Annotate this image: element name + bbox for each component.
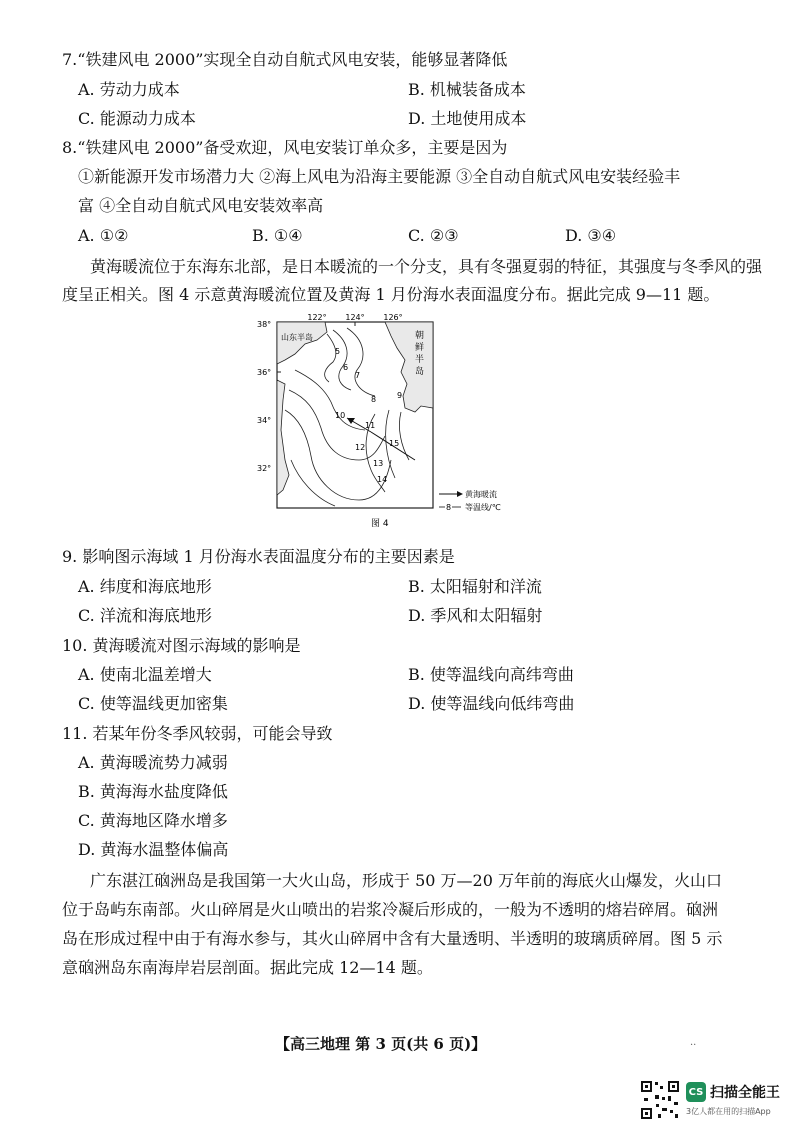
question-10-stem: 10. 黄海暖流对图示海域的影响是 xyxy=(62,636,301,655)
q8-option-a: A. ①② xyxy=(78,226,129,245)
q10-option-b: B. 使等温线向高纬弯曲 xyxy=(408,665,574,684)
q10-option-d: D. 使等温线向低纬弯曲 xyxy=(408,694,575,713)
lat-label-36: 36° xyxy=(257,368,272,377)
q11-option-c: C. 黄海地区降水增多 xyxy=(78,811,228,830)
passage2-line4: 意硇洲岛东南海岸岩层剖面。据此完成 12—14 题。 xyxy=(62,958,433,977)
label-korea-4: 岛 xyxy=(415,367,425,377)
question-8-stem: 8.“铁建风电 2000”备受欢迎，风电安装订单众多，主要是因为 xyxy=(62,138,508,157)
q9-option-d: D. 季风和太阳辐射 xyxy=(408,606,543,625)
isotherm-label-12: 12 xyxy=(355,443,366,452)
q8-items-line1: ①新能源开发市场潜力大 ②海上风电为沿海主要能源 ③全自动自航式风电安装经验丰 xyxy=(78,167,681,186)
warm-current-arrow xyxy=(347,418,415,460)
q8-option-d: D. ③④ xyxy=(565,226,617,245)
isotherm-label-9: 9 xyxy=(397,391,403,400)
legend xyxy=(439,489,501,512)
q11-option-b: B. 黄海海水盐度降低 xyxy=(78,782,228,801)
isotherm-label-5: 5 xyxy=(335,347,341,356)
shandong-land xyxy=(277,322,327,364)
q9-option-c: C. 洋流和海底地形 xyxy=(78,606,212,625)
label-korea-2: 鲜 xyxy=(415,343,425,353)
figure-4-map xyxy=(255,310,535,530)
q9-option-a: A. 纬度和海底地形 xyxy=(78,577,212,596)
question-9-stem: 9. 影响图示海域 1 月份海水表面温度分布的主要因素是 xyxy=(62,547,455,566)
isotherm-label-8: 8 xyxy=(371,395,377,404)
legend-current-label: 黄海暖流 xyxy=(465,490,497,499)
scanner-brand-name: 扫描全能王 xyxy=(710,1085,780,1101)
q8-option-c: C. ②③ xyxy=(408,226,459,245)
q8-items-line2: 富 ④全自动自航式风电安装效率高 xyxy=(78,196,324,215)
legend-isotherm-value: 8 xyxy=(446,503,452,512)
footer-mark: ·· xyxy=(690,1040,697,1051)
passage2-line3: 岛在形成过程中由于有海水参与，其火山碎屑中含有大量透明、半透明的玻璃质碎屑。图 5 示 xyxy=(62,929,723,948)
scanner-tagline: 3亿人都在用的扫描App xyxy=(686,1107,771,1116)
q10-option-a: A. 使南北温差增大 xyxy=(78,665,212,684)
isotherm-lines xyxy=(285,328,409,506)
lat-label-38: 38° xyxy=(257,320,272,329)
passage2-line2: 位于岛屿东南部。火山碎屑是火山喷出的岩浆冷凝后形成的，一般为不透明的熔岩碎屑。硇洲 xyxy=(62,900,719,919)
q11-option-d: D. 黄海水温整体偏高 xyxy=(78,840,229,859)
scanner-watermark xyxy=(640,1080,790,1125)
lon-label-126: 126° xyxy=(383,313,403,322)
lon-label-124: 124° xyxy=(345,313,365,322)
isotherm-label-14: 14 xyxy=(377,475,388,484)
q9-option-b: B. 太阳辐射和洋流 xyxy=(408,577,542,596)
isotherm-label-6: 6 xyxy=(343,363,349,372)
isotherm-label-13: 13 xyxy=(373,459,384,468)
figure-4-caption: 图 4 xyxy=(371,519,389,529)
q10-option-c: C. 使等温线更加密集 xyxy=(78,694,228,713)
lat-label-32: 32° xyxy=(257,464,272,473)
china-coast-land xyxy=(277,380,289,495)
isotherm-label-11: 11 xyxy=(365,421,376,430)
q7-option-c: C. 能源动力成本 xyxy=(78,109,196,128)
question-7-stem: 7.“铁建风电 2000”实现全自动自航式风电安装，能够显著降低 xyxy=(62,50,508,69)
camscanner-logo-icon: CS xyxy=(686,1082,706,1102)
korea-land xyxy=(385,322,433,412)
q7-option-d: D. 土地使用成本 xyxy=(408,109,527,128)
isotherm-label-10: 10 xyxy=(335,411,346,420)
q7-option-b: B. 机械装备成本 xyxy=(408,80,526,99)
label-korea-1: 朝 xyxy=(415,331,425,341)
lon-label-122: 122° xyxy=(307,313,327,322)
passage1-line2: 度呈正相关。图 4 示意黄海暖流位置及黄海 1 月份海水表面温度分布。据此完成 9—11 题。 xyxy=(62,285,720,304)
label-korea-3: 半 xyxy=(415,355,425,365)
isotherm-label-15: 15 xyxy=(389,439,400,448)
isotherm-label-7: 7 xyxy=(355,371,361,380)
passage2-line1: 广东湛江硇洲岛是我国第一大火山岛，形成于 50 万—20 万年前的海底火山爆发，火山口 xyxy=(90,871,722,890)
legend-isotherm-label: 等温线/℃ xyxy=(465,503,501,512)
q7-option-a: A. 劳动力成本 xyxy=(78,80,180,99)
lat-label-34: 34° xyxy=(257,416,272,425)
label-shandong: 山东半岛 xyxy=(281,333,313,342)
question-11-stem: 11. 若某年份冬季风较弱，可能会导致 xyxy=(62,724,333,743)
passage1-line1: 黄海暖流位于东海东北部，是日本暖流的一个分支，具有冬强夏弱的特征，其强度与冬季风的强 xyxy=(90,257,763,276)
q8-option-b: B. ①④ xyxy=(252,226,303,245)
q11-option-a: A. 黄海暖流势力减弱 xyxy=(78,753,228,772)
page-footer: 【高三地理 第 3 页(共 6 页)】 xyxy=(275,1035,487,1053)
qr-code-icon xyxy=(640,1080,680,1120)
